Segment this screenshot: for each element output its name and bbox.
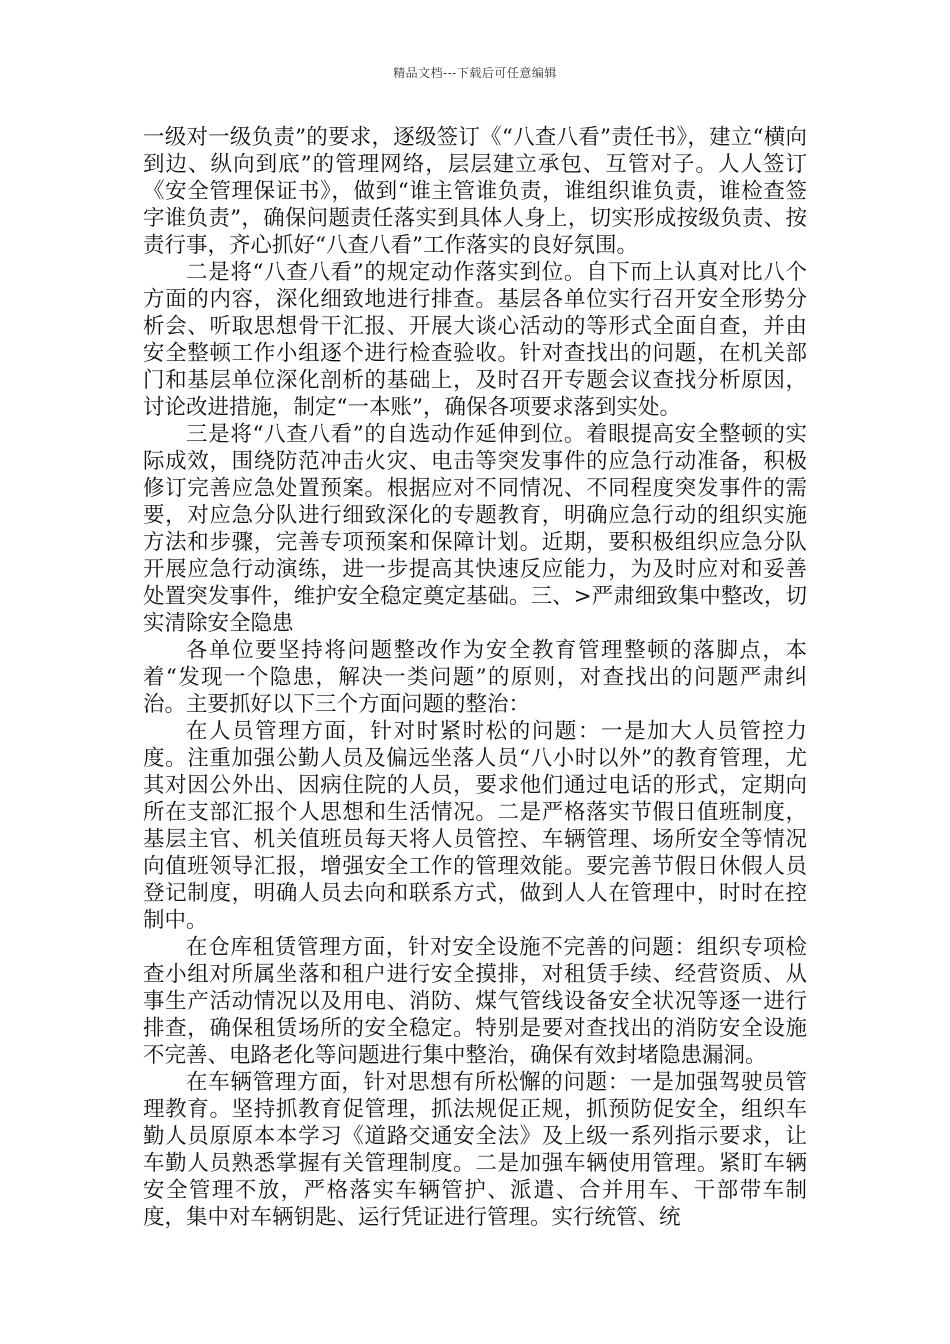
paragraph-rectification-intro: 各单位要坚持将问题整改作为安全教育管理整顿的落脚点，本着“发现一个隐患，解决一类问题”的原则，对查找出的问题严肃纠治。主要抓好以下三个方面问题的整治： (143, 638, 807, 717)
paragraph-personnel-management: 在人员管理方面，针对时紧时松的问题：一是加大人员管控力度。注重加强公勤人员及偏远坐落人员“八小时以外”的教育管理，尤其对因公外出、因病住院的人员，要求他们通过电话的形式，定期向所在支部汇报个人思想和生活情况。二是严格落实节假日值班制度，基层主官、机关值班员每天将人员管控、车辆管理、场所安全等情况向值班领导汇报，增强安全工作的管理效能。要完善节假日休假人员登记制度，明确人员去向和联系方式，做到人人在管理中，时时在控制中。 (143, 719, 807, 933)
paragraph-item-three: 三是将“八查八看”的自选动作延伸到位。着眼提高安全整顿的实际成效，围绕防范冲击火灾、电击等突发事件的应急行动准备，积极修订完善应急处置预案。根据应对不同情况、不同程度突发事件的需要，对应急分队进行细致深化的专题教育，明确应急行动的组织实施方法和步骤，完善专项预案和保障计划。近期，要积极组织应急分队开展应急行动演练，进一步提高其快速反应能力，为及时应对和妥善处置突发事件，维护安全稳定奠定基础。三、>严肃细致集中整改，切实清除安全隐患 (143, 422, 807, 636)
paragraph-continuation: 一级对一级负责”的要求，逐级签订《“八查八看”责任书》，建立“横向到边、纵向到底”的管理网络，层层建立承包、互管对子。人人签订《安全管理保证书》，做到“谁主管谁负责，谁组织谁负责，谁检查签字谁负责”，确保问题责任落实到具体人身上，切实形成按级负责、按责行事，齐心抓好“八查八看”工作落实的良好氛围。 (143, 125, 807, 258)
document-body (143, 124, 807, 1231)
page-header: 精品文档---下载后可任意编辑 (393, 66, 557, 80)
paragraph-item-two: 二是将“八查八看”的规定动作落实到位。自下而上认真对比八个方面的内容，深化细致地进行排查。基层各单位实行召开安全形势分析会、听取思想骨干汇报、开展大谈心活动的等形式全面自查，并由安全整顿工作小组逐个进行检查验收。针对查找出的问题，在机关部门和基层单位深化剖析的基础上，及时召开专题会议查找分析原因，讨论改进措施，制定“一本账”，确保各项要求落到实处。 (143, 260, 807, 420)
paragraph-vehicle-management: 在车辆管理方面，针对思想有所松懈的问题：一是加强驾驶员管理教育。坚持抓教育促管理，抓法规促正规，抓预防促安全，组织车勤人员原原本本学习《道路交通安全法》及上级一系列指示要求，让车勤人员熟悉掌握有关管理制度。二是加强车辆使用管理。紧盯车辆安全管理不放，严格落实车辆管护、派遣、合并用车、干部带车制度，集中对车辆钥匙、运行凭证进行管理。实行统管、统 (143, 1070, 807, 1230)
paragraph-warehouse-leasing: 在仓库租赁管理方面，针对安全设施不完善的问题：组织专项检查小组对所属坐落和租户进行安全摸排，对租赁手续、经营资质、从事生产活动情况以及用电、消防、煤气管线设备安全状况等逐一进行排查，确保租赁场所的安全稳定。特别是要对查找出的消防安全设施不完善、电路老化等问题进行集中整治，确保有效封堵隐患漏洞。 (143, 935, 807, 1068)
